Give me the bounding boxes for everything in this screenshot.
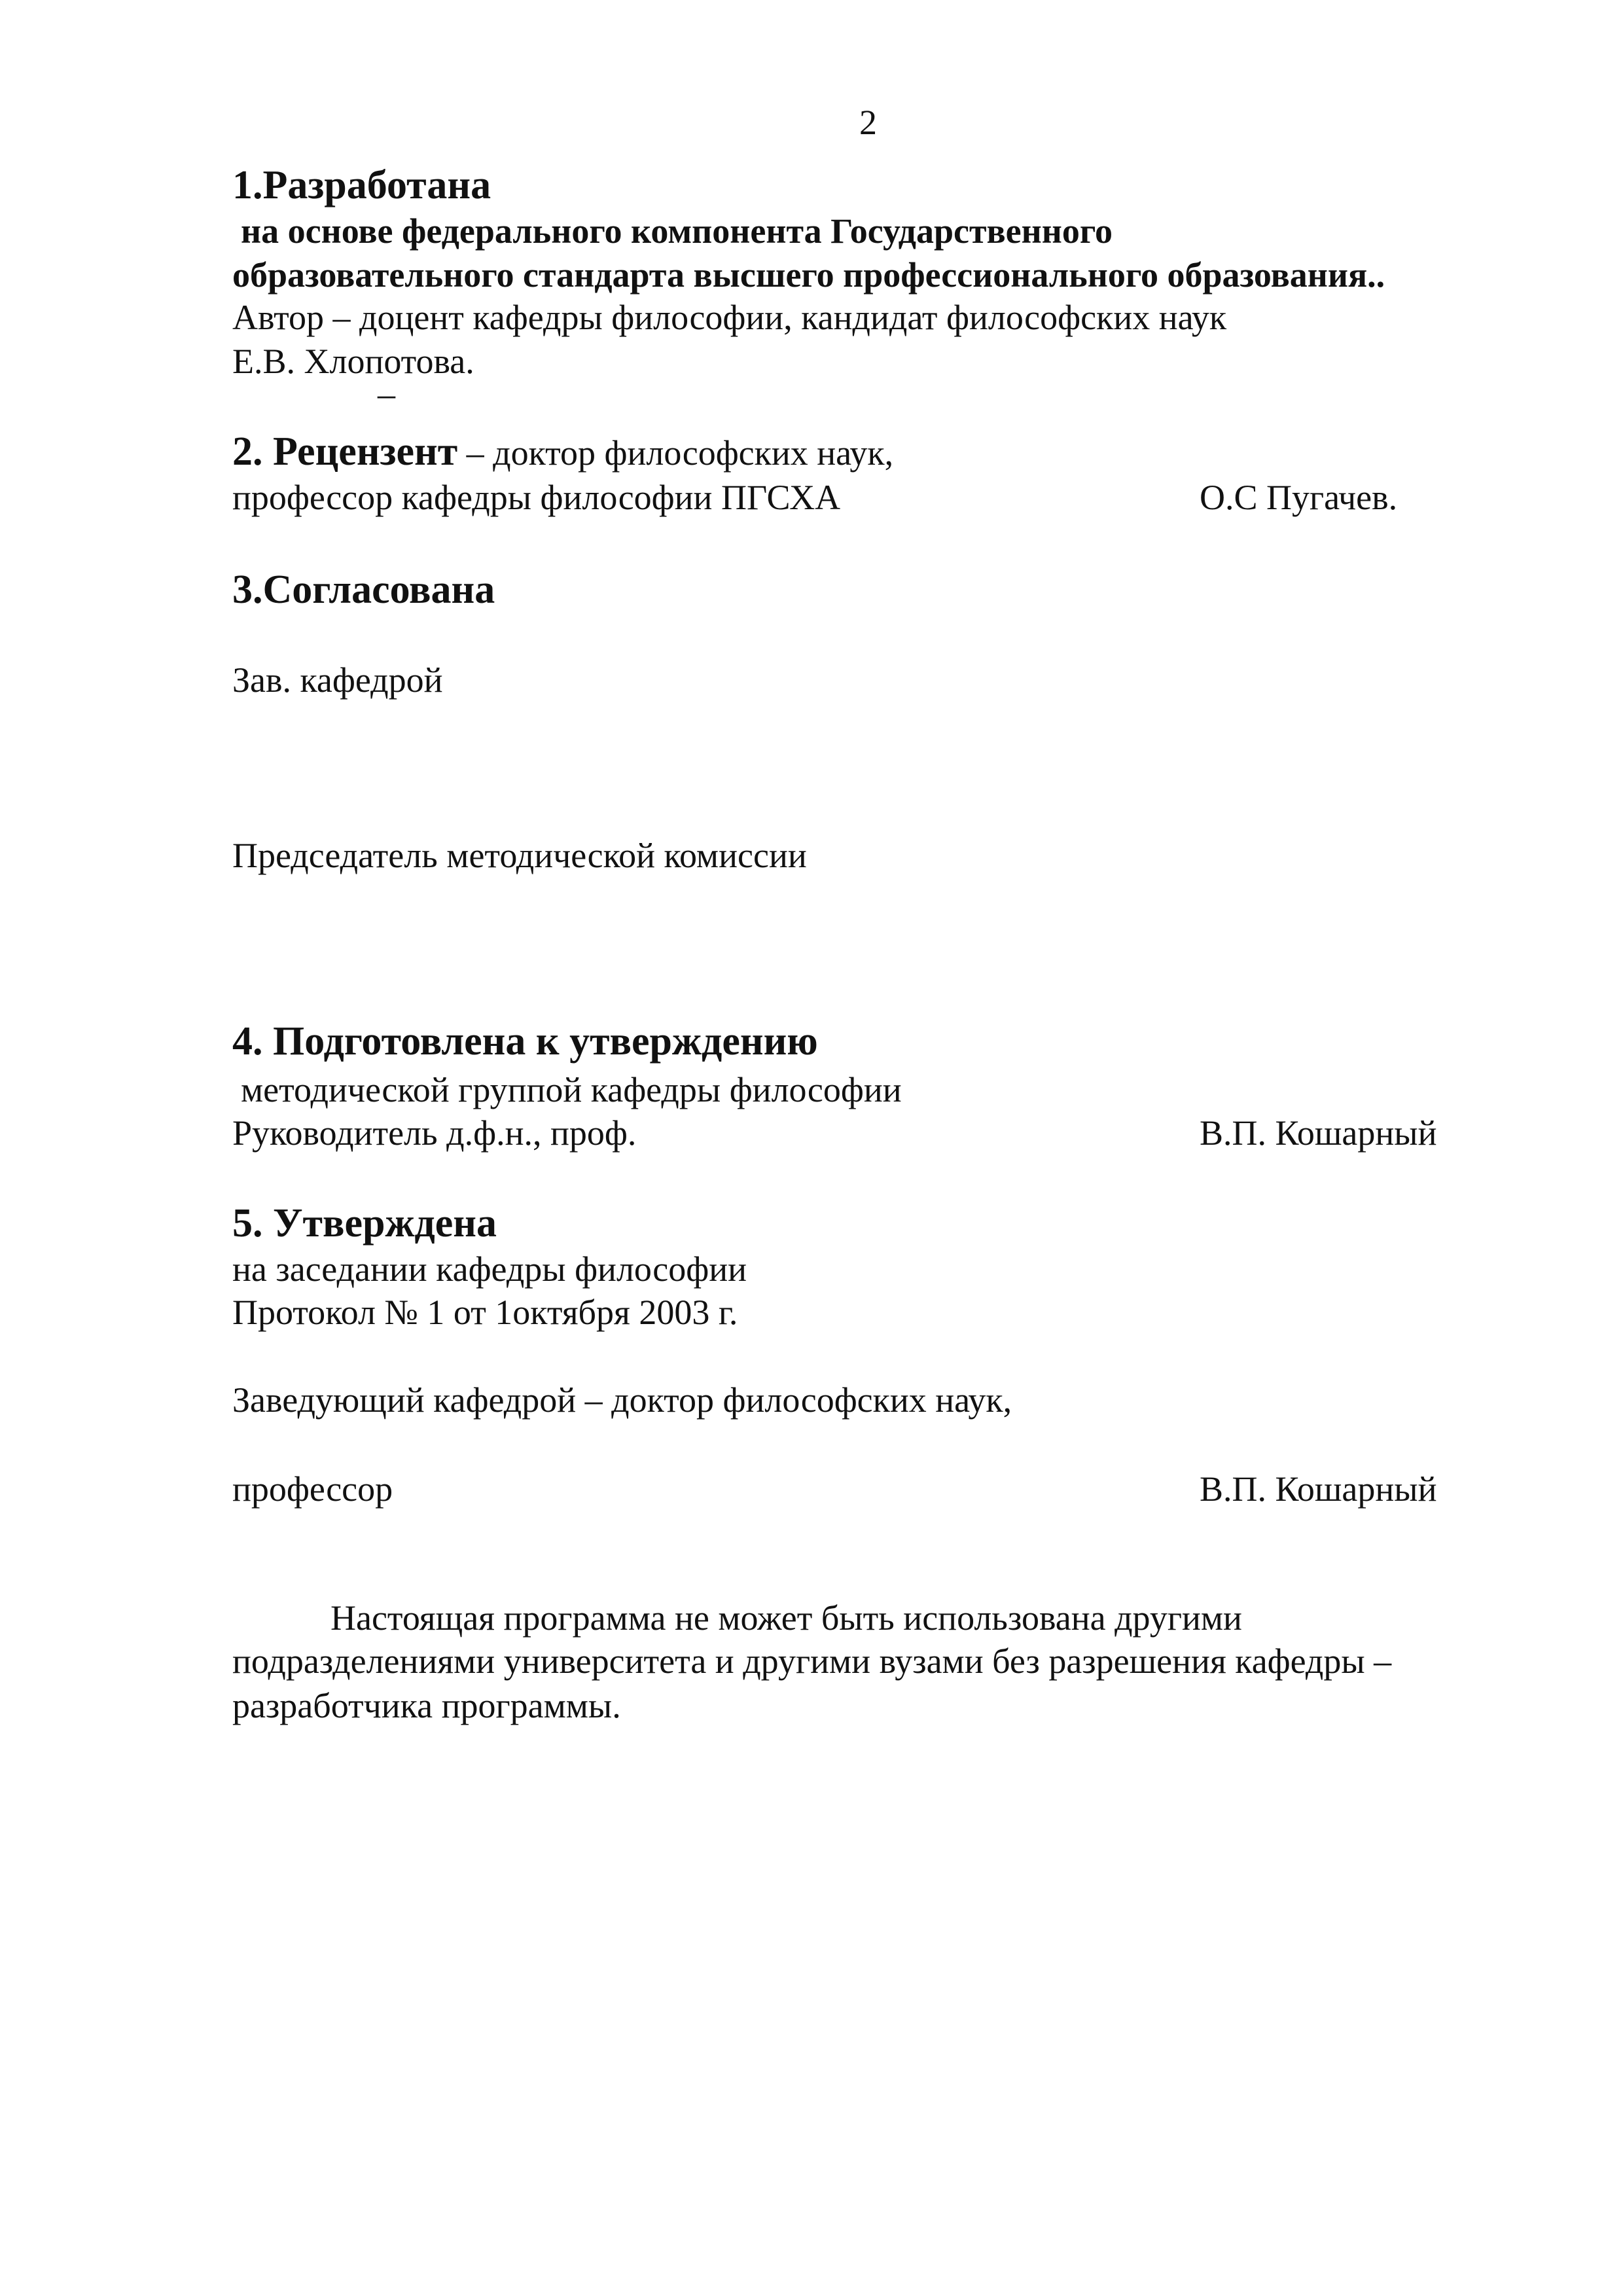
section1-line2: образовательного стандарта высшего профессионального образования..: [232, 255, 1385, 295]
notice-line1: Настоящая программа не может быть использована другими: [330, 1598, 1242, 1638]
section3-chair: Председатель методической комиссии: [232, 836, 807, 875]
section5-prof: профессор: [232, 1469, 393, 1509]
section4-signer: В.П. Кошарный: [1200, 1113, 1437, 1153]
section4-line2: Руководитель д.ф.н., проф.: [232, 1113, 637, 1153]
section1-author-line: Автор – доцент кафедры философии, кандидат философских наук: [232, 298, 1227, 337]
section5-line2: Протокол № 1 от 1октября 2003 г.: [232, 1293, 738, 1332]
section1-line1: на основе федерального компонента Государственного: [241, 211, 1113, 251]
section2-heading-rest: – доктор философских наук,: [457, 433, 894, 473]
notice-line3: разработчика программы.: [232, 1686, 621, 1725]
section2-line2: профессор кафедры философии ПГСХА: [232, 478, 841, 517]
section1-author-name: Е.В. Хлопотова.: [232, 342, 474, 381]
section3-zav: Зав. кафедрой: [232, 660, 443, 700]
section2-heading: 2. Рецензент: [232, 429, 458, 474]
notice-line2: подразделениями университета и другими вузами без разрешения кафедры –: [232, 1641, 1392, 1681]
section5-head-line: Заведующий кафедрой – доктор философских наук,: [232, 1380, 1012, 1420]
section2-signer: О.С Пугачев.: [1200, 478, 1398, 517]
section3-heading: 3.Согласована: [232, 567, 495, 612]
section5-heading: 5. Утверждена: [232, 1201, 497, 1246]
section1-dash: –: [378, 374, 395, 414]
section5-line1: на заседании кафедры философии: [232, 1249, 747, 1289]
section5-signer: В.П. Кошарный: [1200, 1469, 1437, 1509]
section1-heading: 1.Разработана: [232, 163, 491, 207]
section4-heading: 4. Подготовлена к утверждению: [232, 1019, 818, 1064]
section4-line1: методической группой кафедры философии: [241, 1070, 902, 1109]
section2-heading-line: [232, 431, 893, 472]
page-number: 2: [859, 103, 877, 142]
